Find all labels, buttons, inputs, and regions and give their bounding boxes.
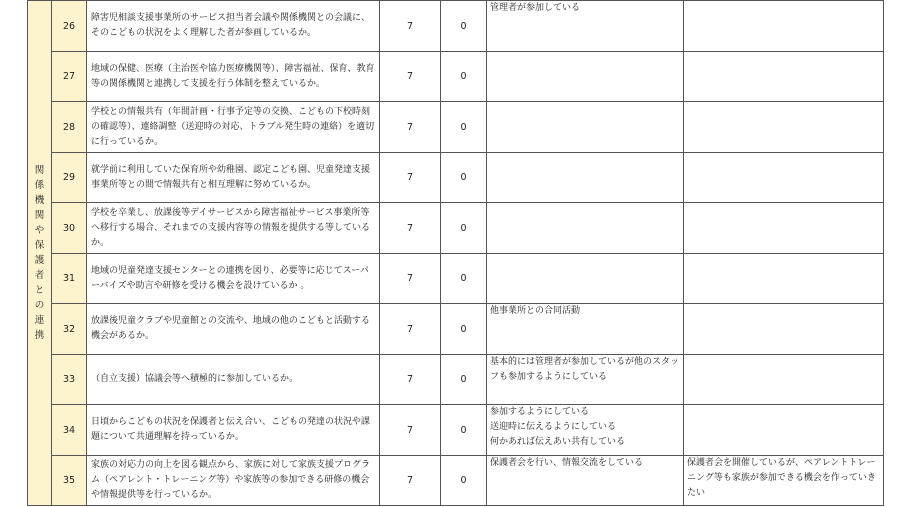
row-number: 28	[52, 102, 87, 153]
no-count: 0	[441, 153, 487, 203]
no-count: 0	[441, 405, 487, 456]
yes-count: 7	[380, 153, 441, 203]
row-number: 30	[52, 203, 87, 254]
comment-cell: 保護者会を行い、情報交流をしている	[487, 456, 684, 506]
item-text: 家族の対応力の向上を図る観点から、家族に対して家族支援プログラム（ペアレント・トレーニング等）や家族等の参加できる研修の機会や情報提供等を行っているか。	[87, 456, 380, 506]
comment-cell: 管理者が参加している	[487, 1, 684, 52]
item-text: 日頃からこどもの状況を保護者と伝え合い、こどもの発達の状況や課題について共通理解を持っているか。	[87, 405, 380, 456]
item-text: 放課後児童クラブや児童館との交流や、地域の他のこどもと活動する機会があるか。	[87, 304, 380, 355]
item-text: 障害児相談支援事業所のサービス担当者会議や関係機関との会議に、そのこどもの状況をよく理解した者が参画しているか。	[87, 1, 380, 52]
no-count: 0	[441, 304, 487, 355]
item-text: 地域の保健、医療（主治医や協力医療機関等）、障害福祉、保育、教育等の関係機関と連携して支援を行う体制を整えているか。	[87, 52, 380, 102]
table-row	[28, 456, 884, 506]
improvement-cell	[684, 254, 884, 304]
comment-cell: 参加するようにしている 送迎時に伝えるようにしている 何かあれば伝えあい共有している	[487, 405, 684, 456]
row-number: 26	[52, 1, 87, 52]
yes-count: 7	[380, 254, 441, 304]
yes-count: 7	[380, 456, 441, 506]
no-count: 0	[441, 52, 487, 102]
row-number: 27	[52, 52, 87, 102]
improvement-cell	[684, 153, 884, 203]
item-text: （自立支援）協議会等へ積極的に参加しているか。	[87, 355, 380, 405]
table-row	[28, 304, 884, 355]
item-text: 地域の児童発達支援センターとの連携を図り、必要等に応じてスーパーバイズや助言や研修を受ける機会を設けているか 。	[87, 254, 380, 304]
comment-cell: 基本的には管理者が参加しているが他のスタッフも参加するようにしている	[487, 355, 684, 405]
table-row	[28, 203, 884, 254]
row-number: 32	[52, 304, 87, 355]
yes-count: 7	[380, 355, 441, 405]
yes-count: 7	[380, 304, 441, 355]
item-text: 学校との情報共有（年間計画・行事予定等の交換、こどもの下校時刻の確認等）、連絡調整（送迎時の対応、トラブル発生時の連絡）を適切に行っているか。	[87, 102, 380, 153]
table-row	[28, 405, 884, 456]
improvement-cell	[684, 52, 884, 102]
yes-count: 7	[380, 203, 441, 254]
comment-cell: 他事業所との合同活動	[487, 304, 684, 355]
comment-cell	[487, 153, 684, 203]
row-number: 35	[52, 456, 87, 506]
row-number: 34	[52, 405, 87, 456]
row-number: 29	[52, 153, 87, 203]
yes-count: 7	[380, 52, 441, 102]
category-label: 関係機関や保護者との連携	[34, 164, 45, 341]
comment-cell	[487, 52, 684, 102]
no-count: 0	[441, 203, 487, 254]
table-row	[28, 254, 884, 304]
yes-count: 7	[380, 1, 441, 52]
table-row	[28, 1, 884, 52]
improvement-cell	[684, 304, 884, 355]
no-count: 0	[441, 355, 487, 405]
improvement-cell: 保護者会を開催しているが、ペアレントトレーニング等も家族が参加できる機会を作っていきたい	[684, 456, 884, 506]
comment-cell	[487, 102, 684, 153]
improvement-cell	[684, 1, 884, 52]
row-number: 33	[52, 355, 87, 405]
item-text: 就学前に利用していた保育所や幼稚園、認定こども園、児童発達支援事業所等との間で情報共有と相互理解に努めているか。	[87, 153, 380, 203]
no-count: 0	[441, 254, 487, 304]
yes-count: 7	[380, 102, 441, 153]
table-row	[28, 102, 884, 153]
table-row	[28, 355, 884, 405]
no-count: 0	[441, 1, 487, 52]
no-count: 0	[441, 456, 487, 506]
improvement-cell	[684, 405, 884, 456]
comment-cell	[487, 203, 684, 254]
item-text: 学校を卒業し、放課後等デイサービスから障害福祉サービス事業所等へ移行する場合、それまでの支援内容等の情報を提供する等しているか。	[87, 203, 380, 254]
table-row	[28, 52, 884, 102]
category-cell	[28, 1, 52, 506]
yes-count: 7	[380, 405, 441, 456]
table-row	[28, 153, 884, 203]
evaluation-table	[27, 0, 884, 506]
comment-cell	[487, 254, 684, 304]
improvement-cell	[684, 355, 884, 405]
no-count: 0	[441, 102, 487, 153]
row-number: 31	[52, 254, 87, 304]
improvement-cell	[684, 203, 884, 254]
improvement-cell	[684, 102, 884, 153]
